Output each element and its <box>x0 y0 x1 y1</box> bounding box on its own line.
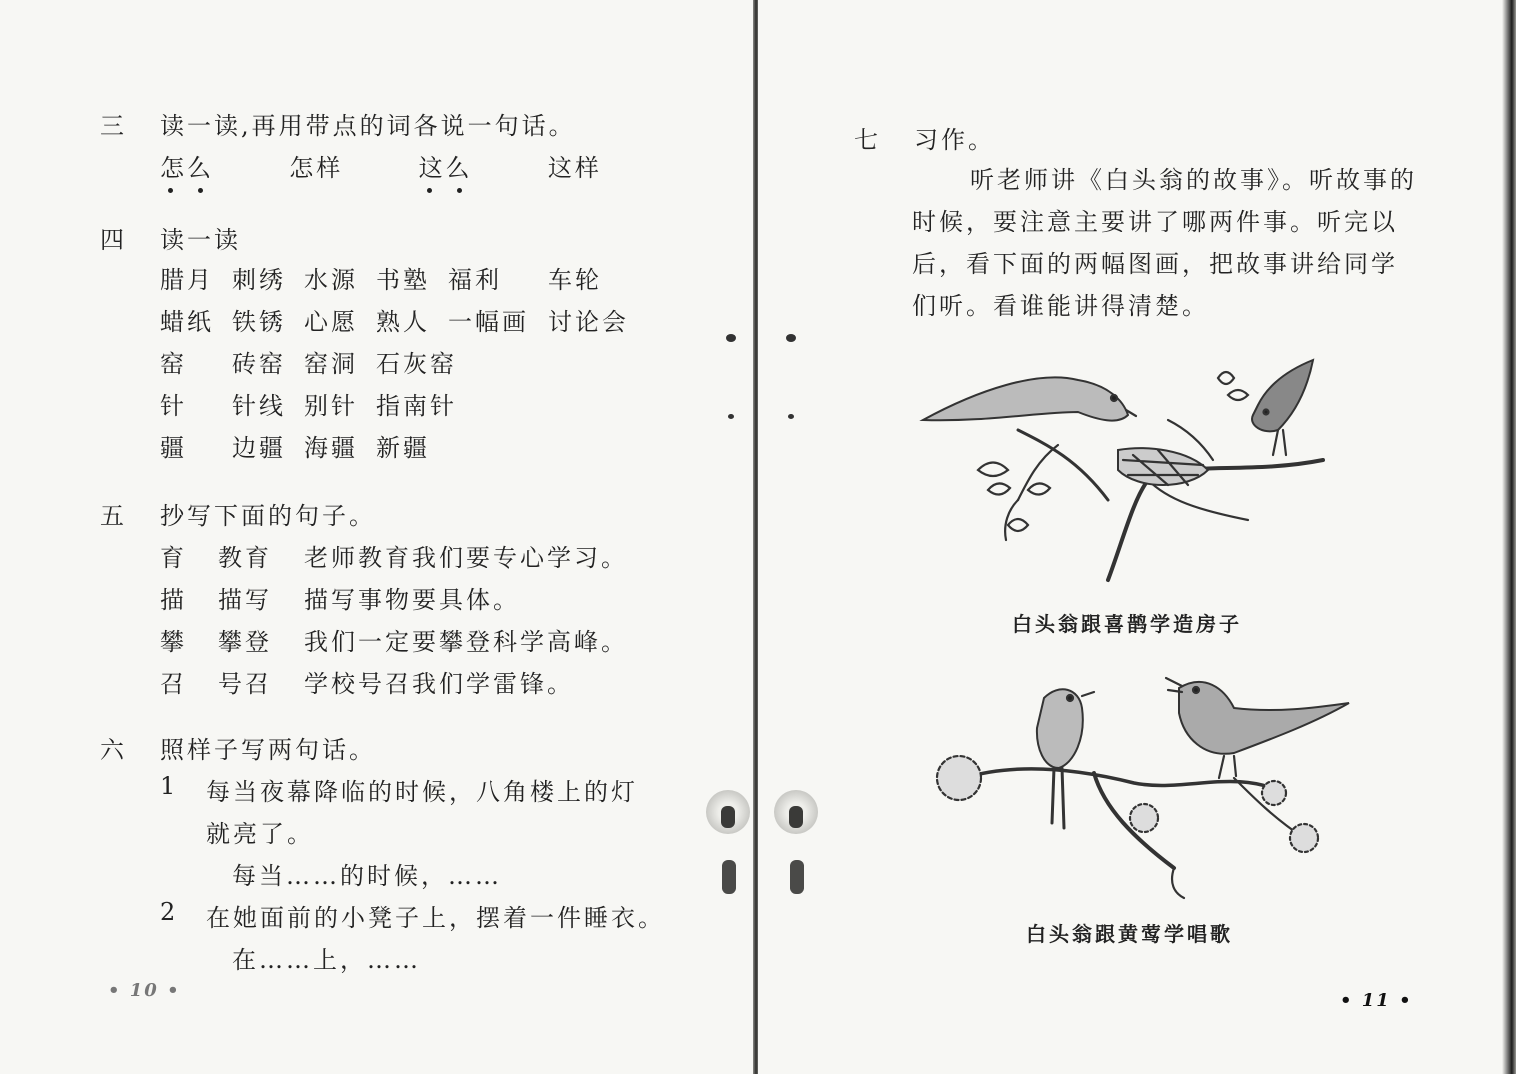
section-3-title: 读一读,再用带点的词各说一句话。 <box>160 112 576 140</box>
word: 指南针 <box>376 392 457 420</box>
page-edge-shadow <box>1502 0 1516 1074</box>
word: 铁锈 <box>232 308 286 336</box>
word: 熟人 <box>376 308 430 336</box>
word: 蜡纸 <box>160 308 214 336</box>
binding-hole <box>728 414 734 419</box>
section-7-title: 习作。 <box>914 126 995 154</box>
section-4-number: 四 <box>100 226 125 254</box>
word: 边疆 <box>232 434 286 462</box>
sentence-pattern: 每当……的时候，…… <box>232 862 502 890</box>
char: 育 <box>160 544 187 572</box>
figure-1-caption: 白头翁跟喜鹊学造房子 <box>1012 612 1242 636</box>
word: 窑 <box>160 350 187 378</box>
section-4-title: 读一读 <box>160 226 241 254</box>
section-3-words <box>160 148 602 183</box>
word: 怎样 <box>289 154 344 182</box>
word: 讨论会 <box>548 308 629 336</box>
example-sentence-cont: 就亮了。 <box>206 820 314 848</box>
sentence: 描写事物要具体。 <box>304 586 520 614</box>
word: 描写 <box>218 586 272 614</box>
example-sentence: 每当夜幕降临的时候，八角楼上的灯 <box>206 778 638 806</box>
binding-hole <box>786 334 796 342</box>
word: 腊月 <box>160 266 214 294</box>
word: 刺绣 <box>232 266 286 294</box>
word: 教育 <box>218 544 272 572</box>
section-3-number: 三 <box>100 112 125 140</box>
section-7-number: 七 <box>854 126 879 154</box>
left-page <box>0 0 755 1074</box>
binding-clip-mark <box>721 806 735 828</box>
binding-hole <box>726 334 736 342</box>
char: 描 <box>160 586 187 614</box>
item-number: 1 <box>160 772 177 800</box>
word: 新疆 <box>376 434 430 462</box>
section-6-number: 六 <box>100 736 125 764</box>
item-number: 2 <box>160 898 177 926</box>
word: 一幅画 <box>448 308 529 336</box>
example-sentence: 在她面前的小凳子上，摆着一件睡衣。 <box>206 904 665 932</box>
page-number-right: • 11 • <box>1340 990 1413 1011</box>
magpie-nest-illustration <box>918 350 1348 590</box>
word: 海疆 <box>304 434 358 462</box>
page-number-left: • 10 • <box>108 980 181 1001</box>
char: 召 <box>160 670 187 698</box>
word: 福利 <box>448 266 502 294</box>
binding-clip-mark <box>790 860 804 894</box>
word: 水源 <box>304 266 358 294</box>
paragraph-line: 听老师讲《白头翁的故事》。听故事的 <box>970 166 1417 194</box>
binding-clip-mark <box>789 806 803 828</box>
word-list-row <box>160 260 214 295</box>
word: 针线 <box>232 392 286 420</box>
word: 针 <box>160 392 187 420</box>
binding-clip-mark <box>722 860 736 894</box>
section-5-number: 五 <box>100 502 125 530</box>
paragraph-line: 后，看下面的两幅图画，把故事讲给同学 <box>912 250 1398 278</box>
word: 号召 <box>218 670 272 698</box>
word: 这样 <box>547 154 602 182</box>
word: 窑洞 <box>304 350 358 378</box>
sentence: 我们一定要攀登科学高峰。 <box>304 628 628 656</box>
paragraph-line: 们听。看谁能讲得清楚。 <box>912 292 1209 320</box>
section-5-title: 抄写下面的句子。 <box>160 502 376 530</box>
word: 别针 <box>304 392 358 420</box>
word: 疆 <box>160 434 187 462</box>
figure-2-caption: 白头翁跟黄莺学唱歌 <box>1026 922 1233 946</box>
word: 书塾 <box>376 266 430 294</box>
section-6-title: 照样子写两句话。 <box>160 736 376 764</box>
dotted-word: 怎么 <box>160 148 214 183</box>
word: 攀登 <box>218 628 272 656</box>
word: 石灰窑 <box>376 350 457 378</box>
word: 砖窑 <box>232 350 286 378</box>
oriole-singing-illustration <box>934 668 1354 898</box>
sentence: 学校号召我们学雷锋。 <box>304 670 574 698</box>
paragraph-line: 时候，要注意主要讲了哪两件事。听完以 <box>912 208 1398 236</box>
char: 攀 <box>160 628 187 656</box>
binding-hole <box>788 414 794 419</box>
dotted-word: 这么 <box>419 148 473 183</box>
sentence-pattern: 在……上，…… <box>232 946 421 974</box>
right-page <box>758 0 1516 1074</box>
word: 车轮 <box>548 266 602 294</box>
sentence: 老师教育我们要专心学习。 <box>304 544 628 572</box>
word: 心愿 <box>304 308 358 336</box>
